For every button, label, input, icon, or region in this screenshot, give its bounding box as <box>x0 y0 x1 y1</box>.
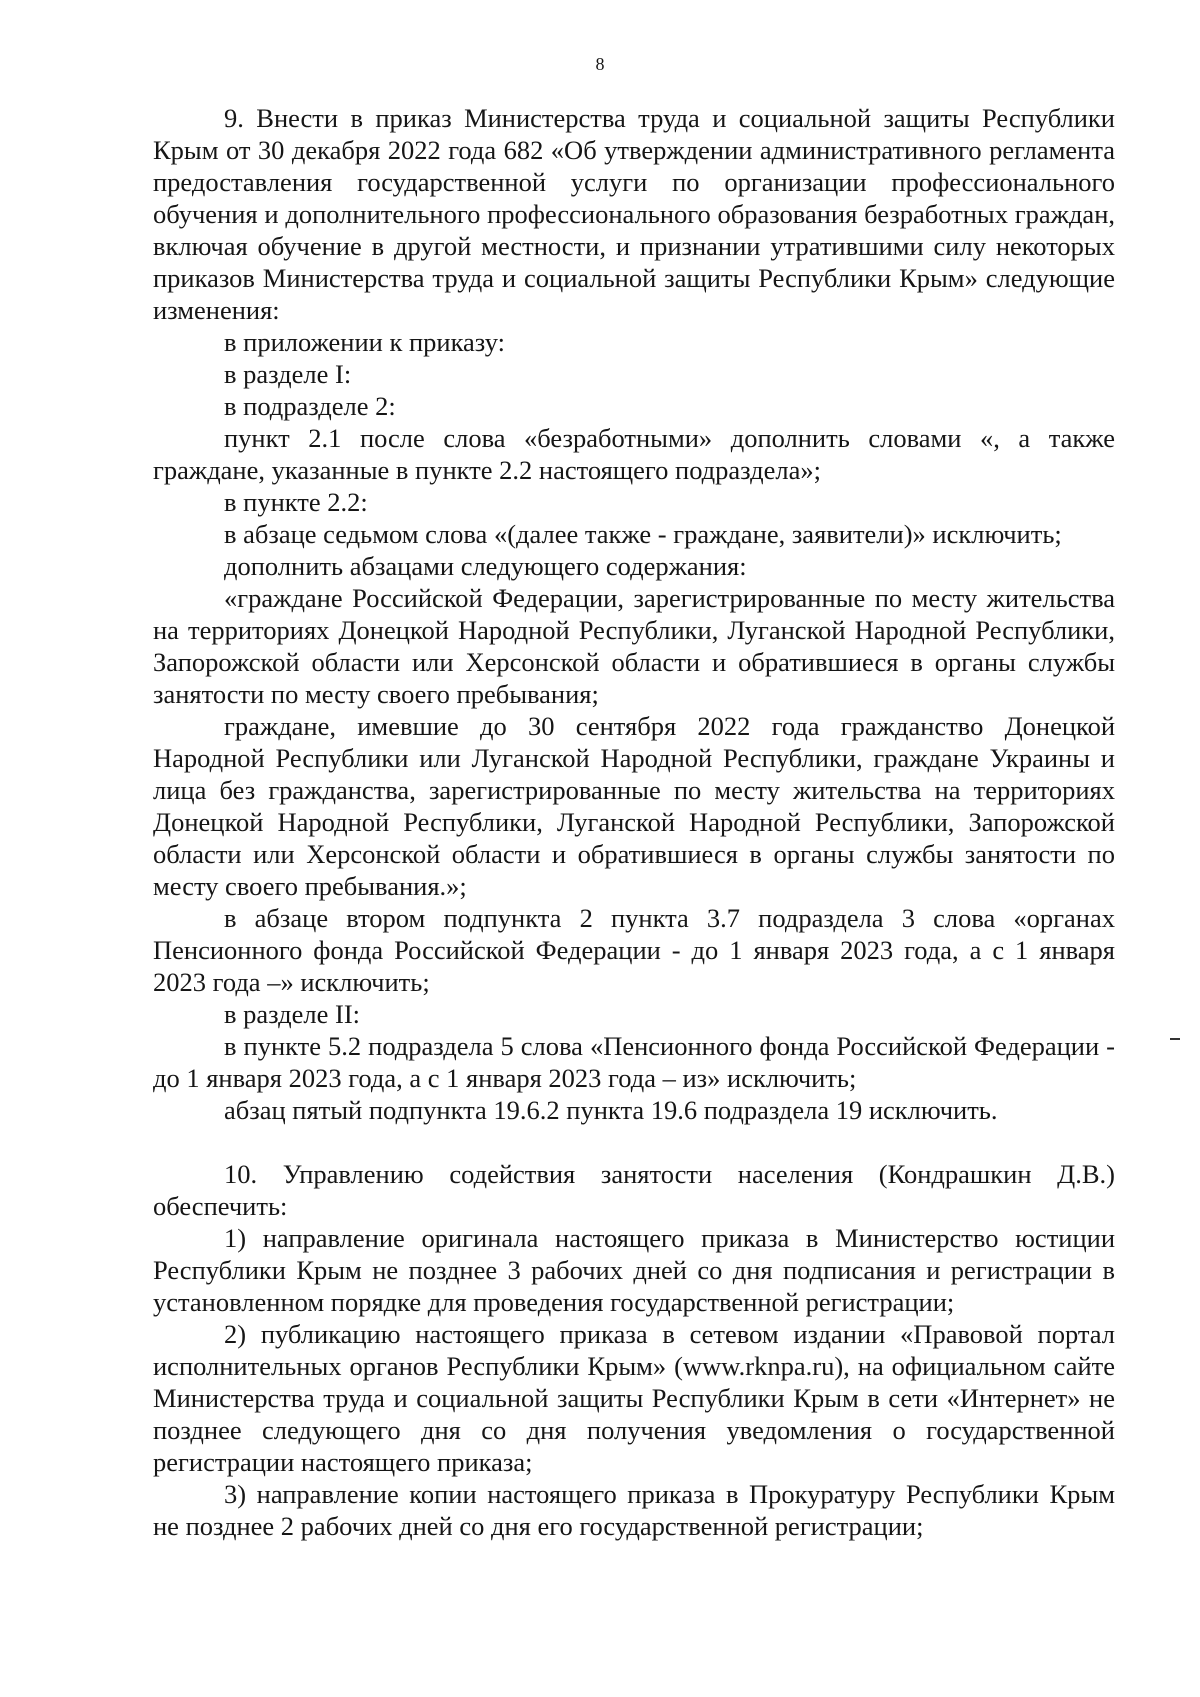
paragraph-appendix: в приложении к приказу: <box>224 327 505 357</box>
paragraph-sub-2: 2) публикацию настоящего приказа в сетевом издании «Правовой портал исполнительных органов Республики Крым» (www.rknpa.ru), на официальном сайте Министерства труда и социальной защиты Республики Крым в сети «Интернет» не позднее следующего дня со дня получения уведомления о государственной регистрации настоящего приказа; <box>153 1319 1115 1477</box>
paragraph-item-9: 9. Внести в приказ Министерства труда и социальной защиты Республики Крым от 30 декабря 2022 года 682 «Об утверждении административного регламента предоставления государственной услуги по организации профессионального обучения и дополнительного профессионального образования безработных граждан, включая обучение в другой местности, и признании утратившими силу некоторых приказов Министерства труда и социальной защиты Республики Крым» следующие изменения: <box>153 103 1115 325</box>
paragraph-citizens-dnr-lnr: граждане, имевшие до 30 сентября 2022 года гражданство Донецкой Народной Республики или Луганской Народной Республики, граждане Украины и лица без гражданства, зарегистрированные по месту жительства на территориях Донецкой Народной Республики, Луганской Народной Республики, Запорожской области или Херсонской области и обратившиеся в органы службы занятости по месту своего пребывания.»; <box>153 711 1115 901</box>
paragraph-point-3-7: в абзаце втором подпункта 2 пункта 3.7 подраздела 3 слова «органах Пенсионного фонда Российской Федерации - до 1 января 2023 года, а с 1 января 2023 года –» исключить; <box>153 903 1115 997</box>
paragraph-subsection-2: в подразделе 2: <box>224 391 396 421</box>
paragraph-point-2-1: пункт 2.1 после слова «безработными» дополнить словами «, а также граждане, указанные в пункте 2.2 настоящего подраздела»; <box>153 423 1115 485</box>
paragraph-section-1: в разделе I: <box>224 359 352 389</box>
paragraph-sub-1: 1) направление оригинала настоящего приказа в Министерство юстиции Республики Крым не позднее 3 рабочих дней со дня подписания и регистрации в установленном порядке для проведения государственной регистрации; <box>153 1223 1115 1317</box>
paragraph-section-2: в разделе II: <box>224 999 361 1029</box>
paragraph-add-abzacs: дополнить абзацами следующего содержания: <box>224 551 747 581</box>
scan-mark <box>1170 1038 1180 1040</box>
paragraph-citizens-rf: «граждане Российской Федерации, зарегистрированные по месту жительства на территориях Донецкой Народной Республики, Луганской Народной Республики, Запорожской области или Херсонской области и обратившиеся в органы службы занятости по месту своего пребывания; <box>153 583 1115 709</box>
document-body <box>153 102 1115 1542</box>
paragraph-sub-3: 3) направление копии настоящего приказа в Прокуратуру Республики Крым не позднее 2 рабочих дней со дня его государственной регистрации; <box>153 1479 1115 1541</box>
paragraph-seventh-abzac: в абзаце седьмом слова «(далее также - граждане, заявители)» исключить; <box>224 519 1062 549</box>
paragraph-item-10: 10. Управлению содействия занятости населения (Кондрашкин Д.В.) обеспечить: <box>153 1159 1115 1221</box>
page-number: 8 <box>595 54 605 74</box>
paragraph-point-5-2: в пункте 5.2 подраздела 5 слова «Пенсионного фонда Российской Федерации - до 1 января 2023 года, а с 1 января 2023 года – из» исключить; <box>153 1031 1115 1093</box>
paragraph-point-19-6-2: абзац пятый подпункта 19.6.2 пункта 19.6 подраздела 19 исключить. <box>224 1095 998 1125</box>
paragraph-point-2-2: в пункте 2.2: <box>224 487 368 517</box>
